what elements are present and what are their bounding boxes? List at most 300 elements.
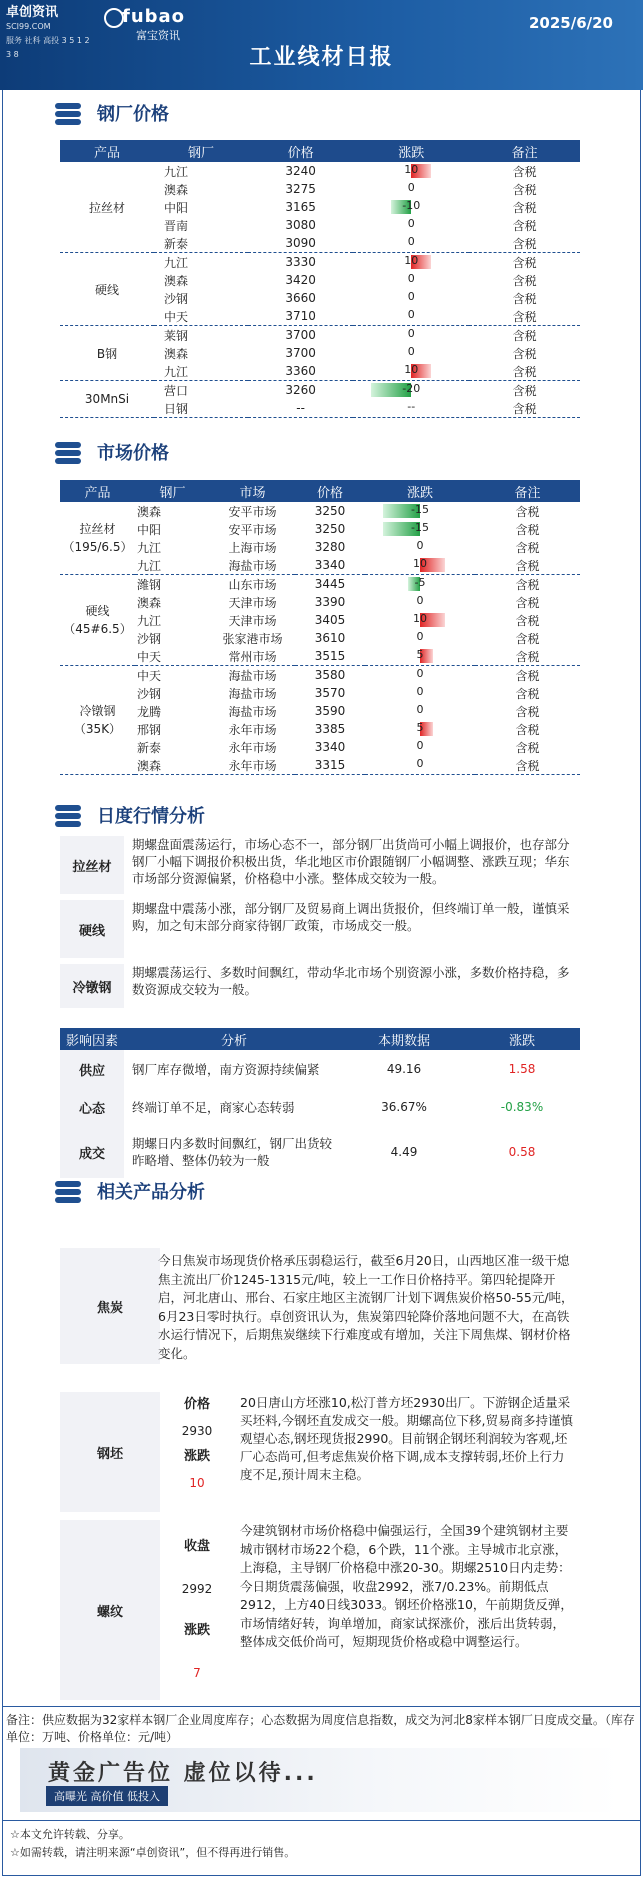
change-value: 0 [416, 594, 424, 607]
change-value: -- [407, 400, 416, 413]
fubao-en: fubao [122, 6, 186, 27]
coke-label-box [60, 1248, 160, 1364]
header-cell: 涨跌 [464, 1028, 580, 1050]
factor-label: 成交 [60, 1126, 124, 1178]
product-cell: 硬线 [60, 253, 154, 326]
note-cell: 含税 [515, 577, 540, 592]
logo-tag: 服务 社科 高投 3 5 1 2 3 8 [6, 36, 90, 59]
table-row [60, 1126, 580, 1178]
change-wrap [367, 575, 473, 593]
market-price-table [60, 480, 580, 775]
change-value: 10 [404, 254, 419, 267]
change-cell [365, 684, 475, 702]
mill-cell: 中天 [137, 668, 162, 683]
product-cell: B钢 [60, 326, 154, 381]
mill-cell: 沙钢 [137, 631, 162, 646]
change-wrap [367, 556, 473, 574]
footer-divider [2, 1706, 641, 1707]
change-wrap [367, 629, 473, 647]
price-cell: 3515 [295, 647, 365, 666]
change-wrap [367, 611, 473, 629]
product-cell [60, 502, 135, 575]
rebar-label: 螺纹 [96, 1604, 123, 1620]
product-spec: （45#6.5） [63, 622, 132, 636]
section-daily-analysis-heading [55, 800, 205, 830]
logo-cn: 卓创资讯 [6, 5, 59, 20]
note-cell: 含税 [512, 346, 537, 361]
mill-cell: 中阳 [164, 200, 189, 215]
table-row [60, 253, 580, 272]
table-row [60, 575, 580, 594]
change-cell [353, 326, 469, 345]
stack-icon [55, 803, 85, 827]
change-wrap [355, 344, 467, 362]
price-cell: 3240 [285, 164, 316, 178]
change-wrap [355, 381, 467, 399]
factor-value: 49.16 [386, 1062, 422, 1076]
header-cell: 涨跌 [365, 480, 475, 502]
fubao-cn: 富宝资讯 [136, 29, 180, 42]
price-cell: 3280 [314, 540, 346, 554]
mill-cell: 莱钢 [164, 328, 189, 343]
change-cell [353, 253, 469, 272]
table-row [60, 538, 580, 556]
header-cell: 产品 [60, 140, 154, 162]
change-wrap [367, 647, 473, 665]
market-cell: 常州市场 [210, 647, 295, 666]
table-row [60, 702, 580, 720]
price-cell: 3250 [314, 522, 346, 536]
price-cell: 3420 [285, 273, 316, 287]
mill-cell: 晋南 [164, 218, 189, 233]
market-cell: 天津市场 [228, 595, 277, 610]
note-cell: 含税 [515, 686, 540, 701]
fubao-badge-icon [104, 8, 124, 28]
note-cell: 含税 [512, 200, 537, 215]
table-row [60, 756, 580, 775]
analysis-label: 硬线 [60, 900, 124, 958]
change-cell [353, 289, 469, 307]
billet-label: 钢坯 [96, 1446, 123, 1462]
daily-analysis-list [60, 836, 580, 1014]
billet-chg-label: 涨跌 [183, 1449, 210, 1464]
change-value: 0 [416, 757, 424, 770]
header-cell: 钢厂 [135, 480, 210, 502]
mill-cell: 新泰 [154, 234, 248, 253]
note-cell: 含税 [475, 647, 580, 666]
price-cell: 3330 [285, 255, 316, 269]
price-cell: 3610 [314, 631, 346, 645]
change-wrap [355, 180, 467, 198]
table-row [60, 647, 580, 666]
stack-icon [55, 101, 85, 125]
price-cell: 3590 [314, 704, 346, 718]
note-cell: 含税 [512, 218, 537, 233]
change-value: 0 [407, 345, 415, 358]
ad-tag: 高曝光 高价值 低投入 [46, 1786, 168, 1806]
change-cell [353, 307, 469, 326]
report-date: 2025/6/20 [528, 14, 613, 32]
change-cell [353, 198, 469, 216]
change-value: 0 [407, 181, 415, 194]
analysis-item [60, 964, 580, 1008]
price-cell: 3260 [285, 383, 316, 397]
stack-icon [55, 440, 85, 464]
change-value: 0 [407, 290, 415, 303]
change-cell [365, 738, 475, 756]
market-cell: 上海市场 [228, 540, 277, 555]
change-cell [365, 756, 475, 775]
table-row [60, 684, 580, 702]
mill-cell: 澳森 [164, 182, 189, 197]
factor-label: 供应 [60, 1050, 124, 1088]
mill-cell: 中天 [135, 647, 210, 666]
table-row [60, 1050, 580, 1088]
price-cell: 3445 [314, 577, 346, 591]
change-value: 0 [407, 327, 415, 340]
market-cell: 海盐市场 [228, 686, 277, 701]
table-row [60, 520, 580, 538]
change-cell [353, 344, 469, 362]
table-row [60, 326, 580, 345]
change-cell [365, 666, 475, 685]
section-title: 相关产品分析 [97, 1182, 205, 1203]
factor-value: 4.49 [390, 1145, 418, 1159]
footer-note: 备注：供应数据为32家样本钢厂企业周度库存；心态数据为周度信息指数，成交为河北8家样本钢厂日度成交量。（库存单位：万吨、价格单位：元/吨） [6, 1713, 635, 1744]
product-cell: 拉丝材 [60, 162, 154, 253]
price-cell: 3390 [314, 595, 346, 609]
note-cell: 含税 [515, 740, 540, 755]
change-cell [365, 611, 475, 629]
change-wrap [355, 253, 467, 271]
rebar-price-label: 收盘 [183, 1539, 210, 1554]
change-value: 0 [407, 308, 415, 321]
price-cell: 3165 [285, 200, 316, 214]
copyright-line-2: ☆如需转载，请注明来源“卓创资讯”，但不得再进行销售。 [10, 1846, 296, 1859]
change-wrap [367, 593, 473, 611]
note-cell: 含税 [512, 182, 537, 197]
factor-change: -0.83% [500, 1100, 544, 1114]
change-cell [353, 362, 469, 381]
mill-cell: 九江 [164, 164, 189, 179]
billet-stats [162, 1392, 232, 1496]
change-wrap [355, 216, 467, 234]
billet-chg: 10 [189, 1476, 205, 1490]
rebar-price: 2992 [181, 1582, 213, 1596]
billet-label-box [60, 1392, 160, 1512]
market-cell: 天津市场 [228, 613, 277, 628]
change-wrap [367, 538, 473, 556]
header-cell: 备注 [475, 480, 580, 502]
change-value: -15 [411, 521, 429, 534]
copyright [10, 1826, 295, 1862]
mill-price-table [60, 140, 580, 418]
mill-cell: 中阳 [137, 522, 162, 537]
change-value: 10 [404, 363, 419, 376]
note-cell: 含税 [515, 504, 540, 519]
factor-table [60, 1028, 580, 1178]
change-wrap [367, 666, 473, 684]
section-mill-price-heading [55, 98, 169, 128]
table-row [60, 1088, 580, 1126]
product-name: 拉丝材 [79, 522, 116, 536]
change-cell [353, 381, 469, 400]
header-cell: 备注 [469, 140, 580, 162]
price-cell: 3405 [314, 613, 346, 627]
change-wrap [355, 271, 467, 289]
logo-url: SCI99.COM [6, 22, 51, 31]
analysis-item [60, 836, 580, 894]
mill-cell: 澳森 [137, 504, 162, 519]
change-cell [353, 216, 469, 234]
header-cell: 钢厂 [154, 140, 248, 162]
price-cell: 3275 [285, 182, 316, 196]
mill-cell: 新泰 [137, 740, 162, 755]
copyright-line-1: ☆本文允许转载、分享。 [10, 1828, 130, 1841]
report-header [0, 0, 643, 90]
change-value: 0 [407, 217, 415, 230]
mill-cell: 澳森 [137, 595, 162, 610]
note-cell: 含税 [512, 255, 537, 270]
note-cell: 含税 [475, 756, 580, 775]
mill-cell: 九江 [135, 556, 210, 575]
mill-cell: 澳森 [135, 756, 210, 775]
billet-price: 2930 [181, 1424, 213, 1438]
header-cell: 本期数据 [344, 1028, 464, 1050]
note-cell: 含税 [512, 273, 537, 288]
change-cell [365, 593, 475, 611]
table-row [60, 381, 580, 400]
product-spec: （195/6.5） [62, 540, 133, 554]
rebar-chg-label: 涨跌 [183, 1623, 210, 1638]
change-cell [365, 520, 475, 538]
table-row [60, 593, 580, 611]
price-cell: 3570 [314, 686, 346, 700]
product-name: 冷镦钢 [79, 704, 116, 718]
table-row [60, 556, 580, 575]
mill-cell: 龙腾 [137, 704, 162, 719]
price-cell: 3700 [285, 328, 316, 342]
change-wrap [355, 326, 467, 344]
price-cell: 3385 [314, 722, 346, 736]
change-wrap [367, 738, 473, 756]
note-cell: 含税 [469, 399, 580, 418]
product-cell [60, 575, 135, 666]
analysis-item [60, 900, 580, 958]
mill-cell: 邢钢 [137, 722, 162, 737]
note-cell: 含税 [512, 328, 537, 343]
price-cell: 3080 [285, 218, 316, 232]
mill-cell: 九江 [164, 255, 189, 270]
change-value: 0 [407, 235, 415, 248]
market-cell: 永年市场 [228, 722, 277, 737]
mill-cell: 中天 [154, 307, 248, 326]
header-cell: 分析 [124, 1028, 344, 1050]
price-cell: 3660 [285, 291, 316, 305]
note-cell: 含税 [512, 164, 537, 179]
change-cell [365, 720, 475, 738]
market-cell: 山东市场 [228, 577, 277, 592]
change-wrap [367, 520, 473, 538]
change-wrap [367, 702, 473, 720]
ad-title: 黄金广告位 虚位以待... [48, 1761, 318, 1786]
change-value: 10 [413, 557, 427, 570]
note-cell: 含税 [515, 595, 540, 610]
change-value: 0 [416, 630, 424, 643]
market-cell: 海盐市场 [228, 668, 277, 683]
change-cell [353, 162, 469, 180]
footer-divider-2 [2, 1820, 641, 1821]
change-wrap [355, 198, 467, 216]
mill-cell: 九江 [137, 540, 162, 555]
change-value: 5 [416, 648, 424, 661]
change-value: -15 [411, 503, 429, 516]
mill-cell: 沙钢 [164, 291, 189, 306]
header-cell: 价格 [248, 140, 353, 162]
note-cell: 含税 [515, 540, 540, 555]
change-value: 0 [416, 539, 424, 552]
mill-cell: 九江 [154, 362, 248, 381]
change-cell [353, 234, 469, 253]
market-cell: 永年市场 [228, 740, 277, 755]
change-value: 0 [416, 739, 424, 752]
market-cell: 安平市场 [228, 522, 277, 537]
market-cell: 海盐市场 [210, 556, 295, 575]
change-cell [353, 180, 469, 198]
section-title: 市场价格 [97, 443, 169, 464]
factor-text: 钢厂库存微增，南方资源持续偏紧 [132, 1061, 320, 1077]
header-cell: 影响因素 [60, 1028, 124, 1050]
section-title: 钢厂价格 [97, 104, 169, 125]
change-wrap [367, 502, 473, 520]
change-cell [365, 556, 475, 575]
change-value: 0 [407, 272, 415, 285]
mill-cell: 潍钢 [137, 577, 162, 592]
market-cell: 安平市场 [228, 504, 277, 519]
change-wrap [355, 399, 467, 417]
note-cell: 含税 [512, 291, 537, 306]
header-cell: 产品 [60, 480, 135, 502]
market-cell: 永年市场 [210, 756, 295, 775]
mill-cell: 澳森 [164, 273, 189, 288]
change-cell [353, 271, 469, 289]
change-cell [365, 629, 475, 647]
change-value: 10 [413, 612, 427, 625]
table-row [60, 502, 580, 520]
note-cell: 含税 [515, 613, 540, 628]
change-wrap [367, 684, 473, 702]
note-cell: 含税 [515, 704, 540, 719]
market-cell: 张家港市场 [222, 631, 283, 646]
change-wrap [367, 756, 473, 774]
change-value: -10 [402, 199, 421, 212]
analysis-text: 期螺震荡运行、多数时间飘红，带动华北市场个别资源小涨，多数价格持稳，多数资源成交较为一般。 [132, 965, 570, 997]
change-wrap [355, 234, 467, 252]
change-cell [365, 647, 475, 666]
product-spec: （35K） [73, 722, 122, 736]
analysis-text: 期螺盘中震荡小涨，部分钢厂及贸易商上调出货报价，但终端订单一般，谨慎采购，加之旬末部分商家待钢厂政策，市场成交一般。 [132, 901, 570, 933]
ad-banner[interactable] [20, 1748, 620, 1812]
price-cell: 3340 [314, 740, 346, 754]
market-cell: 海盐市场 [228, 704, 277, 719]
analysis-label: 拉丝材 [60, 836, 124, 894]
change-cell [365, 575, 475, 594]
factor-text: 终端订单不足，商家心态转弱 [132, 1099, 295, 1115]
change-value: 0 [416, 703, 424, 716]
table-row [60, 611, 580, 629]
section-market-price-heading [55, 437, 169, 467]
note-cell: 含税 [512, 383, 537, 398]
stack-icon [55, 1179, 85, 1203]
header-cell: 涨跌 [353, 140, 469, 162]
note-cell: 含税 [475, 556, 580, 575]
note-cell: 含税 [515, 722, 540, 737]
product-cell: 30MnSi [60, 381, 154, 418]
analysis-text: 期螺盘面震荡运行，市场心态不一，部分钢厂出货尚可小幅上调报价，也存部分钢厂小幅下调报价积极出货，华北地区市价跟随钢厂小幅调整、涨跌互现；华东市场部分资源偏紧，价格稳中小涨。整体成交较为一般。 [132, 837, 570, 886]
change-wrap [367, 720, 473, 738]
coke-label: 焦炭 [96, 1300, 123, 1316]
factor-value: 36.67% [381, 1100, 427, 1114]
price-cell: -- [248, 399, 353, 418]
note-cell: 含税 [515, 668, 540, 683]
report-title: 工业线材日报 [249, 45, 394, 70]
price-cell: 3580 [314, 668, 346, 682]
factor-change: 0.58 [508, 1145, 536, 1159]
change-wrap [355, 162, 467, 180]
change-cell [353, 399, 469, 418]
mill-cell: 日钢 [154, 399, 248, 418]
change-cell [365, 702, 475, 720]
change-cell [365, 502, 475, 520]
price-cell: 3710 [248, 307, 353, 326]
change-wrap [355, 289, 467, 307]
billet-text: 20日唐山方坯涨10,松汀普方坯2930出厂。下游钢企适量采买坯料,今钢坯直发成交一般。期螺高位下移,贸易商多持谨慎观望心态,钢坯现货报2990。目前钢企钢坯利润较为客观,坯厂心态尚可,但考虑焦炭价格下调,成本支撑转弱,坯价上行力度不足,预计周末主稳。 [240, 1395, 573, 1482]
change-cell [365, 538, 475, 556]
table-row [60, 666, 580, 685]
table-row [60, 162, 580, 180]
mill-cell: 沙钢 [137, 686, 162, 701]
note-cell: 含税 [469, 234, 580, 253]
rebar-chg: 7 [193, 1666, 201, 1680]
mill-cell: 澳森 [164, 346, 189, 361]
mill-cell: 九江 [137, 613, 162, 628]
rebar-text: 今建筑钢材市场价格稳中偏强运行，全国39个建筑钢材主要城市钢材市场22个稳，6个跌，11个涨。主导城市北京涨，上海稳，主导钢厂价格稳中涨20-30。期螺2510日内走势：今日期货震荡偏强，收盘2992，涨7/0.23%。前期低点2912，上方40日线3033。钢坯价格涨10，午前期货反弹，市场情绪好转，询单增加，商家试探涨价，涨后出货转弱，整体成交低价尚可，短期现货价格或稳中调整运行。 [240, 1523, 573, 1649]
section-related-heading [55, 1176, 205, 1206]
factor-change: 1.58 [508, 1062, 536, 1076]
analysis-label: 冷镦钢 [60, 964, 124, 1008]
price-cell: 3700 [285, 346, 316, 360]
change-value: -20 [402, 382, 421, 395]
rebar-stats [162, 1526, 232, 1694]
price-cell: 3360 [248, 362, 353, 381]
product-cell [60, 666, 135, 775]
billet-price-label: 价格 [183, 1397, 210, 1412]
note-cell: 含税 [515, 631, 540, 646]
section-title: 日度行情分析 [97, 806, 205, 827]
note-cell: 含税 [515, 522, 540, 537]
note-cell: 含税 [469, 362, 580, 381]
change-value: -5 [414, 576, 426, 589]
change-value: 0 [416, 667, 424, 680]
factor-text: 期螺日内多数时间飘红，钢厂出货较昨略增、整体仍较为一般 [132, 1136, 333, 1168]
price-cell: 3250 [314, 504, 346, 518]
factor-label: 心态 [60, 1088, 124, 1126]
change-value: 0 [416, 685, 424, 698]
change-value: 10 [404, 163, 419, 176]
change-wrap [355, 307, 467, 325]
price-cell: 3090 [248, 234, 353, 253]
header-cell: 市场 [210, 480, 295, 502]
